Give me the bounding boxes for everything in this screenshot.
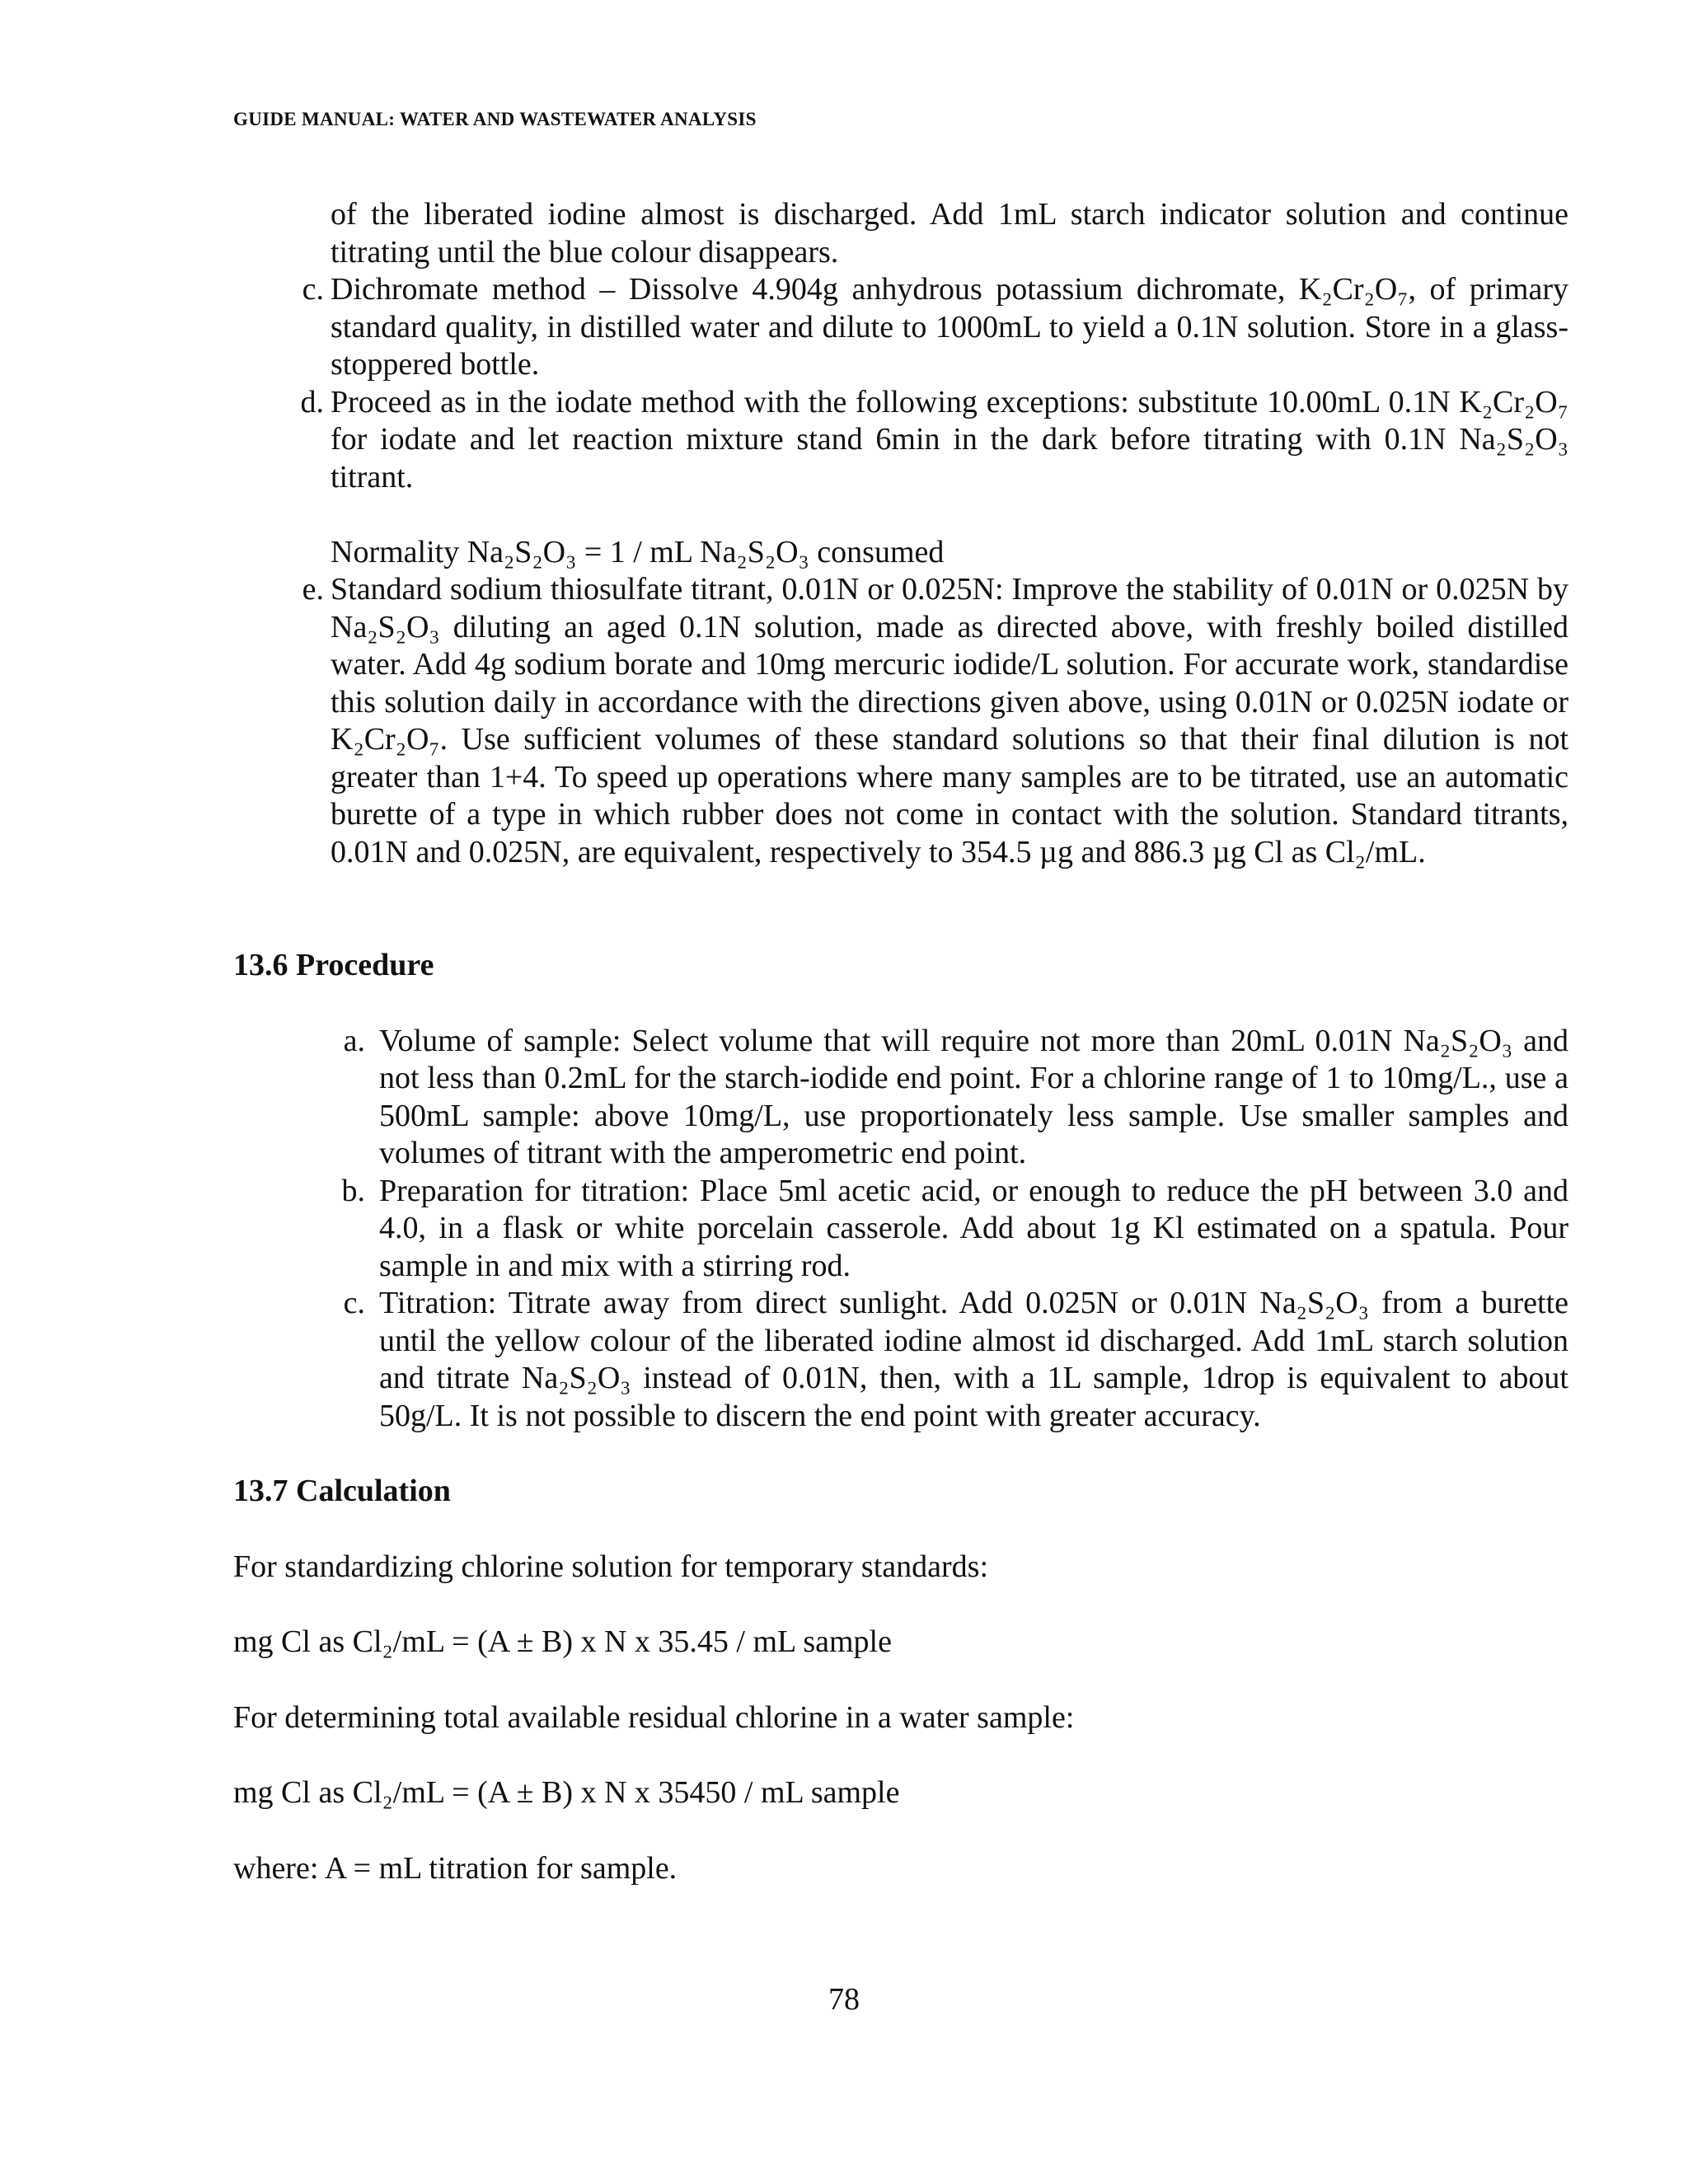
list-marker: b. (341, 1173, 365, 1208)
calc-paragraph-1: For standardizing chlorine solution for temporary standards: (233, 1549, 989, 1584)
list-marker: d. (300, 384, 324, 419)
list-marker: c. (343, 1286, 365, 1320)
list-marker: a. (343, 1023, 365, 1058)
section-gap (233, 1435, 1568, 1473)
continued-paragraph: of the liberated iodine almost is discharged. Add 1mL starch indicator solution and continue titrating until the blue colour disappears. (331, 197, 1568, 269)
procedure-item-b (233, 1173, 1568, 1286)
blank-line (233, 496, 1568, 534)
procedure-item-c (233, 1285, 1568, 1435)
calc-where: where: A = mL titration for sample. (233, 1850, 678, 1886)
list-item-text: Volume of sample: Select volume that will require not more than 20mL 0.01N Na₂S₂O₃ and not less than 0.2mL for the starch-iodide end point. For a chlorine range of 1 to 10mg/L., use a 500mL sample: above 10mg/L, use proportionately less sample. Use smaller samples and volumes of titrant with the amperometric end point. (379, 1023, 1568, 1170)
section-gap (233, 1586, 1568, 1624)
list-item-d (233, 384, 1568, 497)
section-gap (233, 1812, 1568, 1850)
list-item-text: Proceed as in the iodate method with the following exceptions: substitute 10.00mL 0.1N K₂Cr₂O₇ for iodate and let reaction mixture stand 6min in the dark before titrating with 0.1N Na₂S₂O₃ titrant. (331, 384, 1568, 494)
section-gap (233, 1511, 1568, 1549)
section-gap (233, 985, 1568, 1023)
calc-formula-2: mg Cl as Cl₂/mL = (A ± B) x N x 35450 / mL sample (233, 1775, 900, 1810)
section-heading-procedure: 13.6 Procedure (233, 948, 434, 982)
list-item-text: Dichromate method – Dissolve 4.904g anhydrous potassium dichromate, K₂Cr₂O₇, of primary standard quality, in distilled water and dilute to 1000mL to yield a 0.1N solution. Store in a glass-stoppered bottle. (331, 272, 1568, 382)
section-heading-calculation: 13.7 Calculation (233, 1474, 451, 1508)
page-number: 78 (828, 1982, 860, 2017)
page-body (233, 196, 1568, 1887)
section-gap (233, 1661, 1568, 1699)
section-gap (233, 871, 1568, 947)
list-marker: e. (302, 572, 324, 607)
running-header: GUIDE MANUAL: WATER AND WASTEWATER ANALYSIS (233, 109, 757, 129)
normality-formula: Normality Na₂S₂O₃ = 1 / mL Na₂S₂O₃ consumed (331, 534, 945, 569)
section-gap (233, 1736, 1568, 1774)
calc-formula-1: mg Cl as Cl₂/mL = (A ± B) x N x 35.45 / mL sample (233, 1624, 892, 1659)
list-item-text: Titration: Titrate away from direct sunlight. Add 0.025N or 0.01N Na₂S₂O₃ from a burette until the yellow colour of the liberated iodine almost id discharged. Add 1mL starch solution and titrate Na₂S₂O₃ instead of 0.01N, then, with a 1L sample, 1drop is equivalent to about 50g/L. It is not possible to discern the end point with greater accuracy. (379, 1286, 1568, 1433)
list-marker: c. (302, 272, 324, 307)
procedure-list (233, 1023, 1568, 1436)
list-item-text: Preparation for titration: Place 5ml acetic acid, or enough to reduce the pH between 3.0 and 4.0, in a flask or white porcelain casserole. Add about 1g Kl estimated on a spatula. Pour sample in and mix with a stirring rod. (379, 1173, 1568, 1283)
calc-paragraph-2: For determining total available residual chlorine in a water sample: (233, 1699, 1075, 1735)
procedure-item-a (233, 1023, 1568, 1173)
list-item-e (233, 571, 1568, 871)
list-item-text: Standard sodium thiosulfate titrant, 0.01N or 0.025N: Improve the stability of 0.01N or 0.025N by Na₂S₂O₃ diluting an aged 0.1N solution, made as directed above, with freshly boiled distilled water. Add 4g sodium borate and 10mg mercuric iodide/L solution. For accurate work, standardise this solution daily in accordance with the directions given above, using 0.01N or 0.025N iodate or K₂Cr₂O₇. Use sufficient volumes of these standard solutions so that their final dilution is not greater than 1+4. To speed up operations where many samples are to be titrated, use an automatic burette of a type in which rubber does not come in contact with the solution. Standard titrants, 0.01N and 0.025N, are equivalent, respectively to 354.5 µg and 886.3 µg Cl as Cl₂/mL. (331, 572, 1568, 869)
list-item-c (233, 271, 1568, 384)
